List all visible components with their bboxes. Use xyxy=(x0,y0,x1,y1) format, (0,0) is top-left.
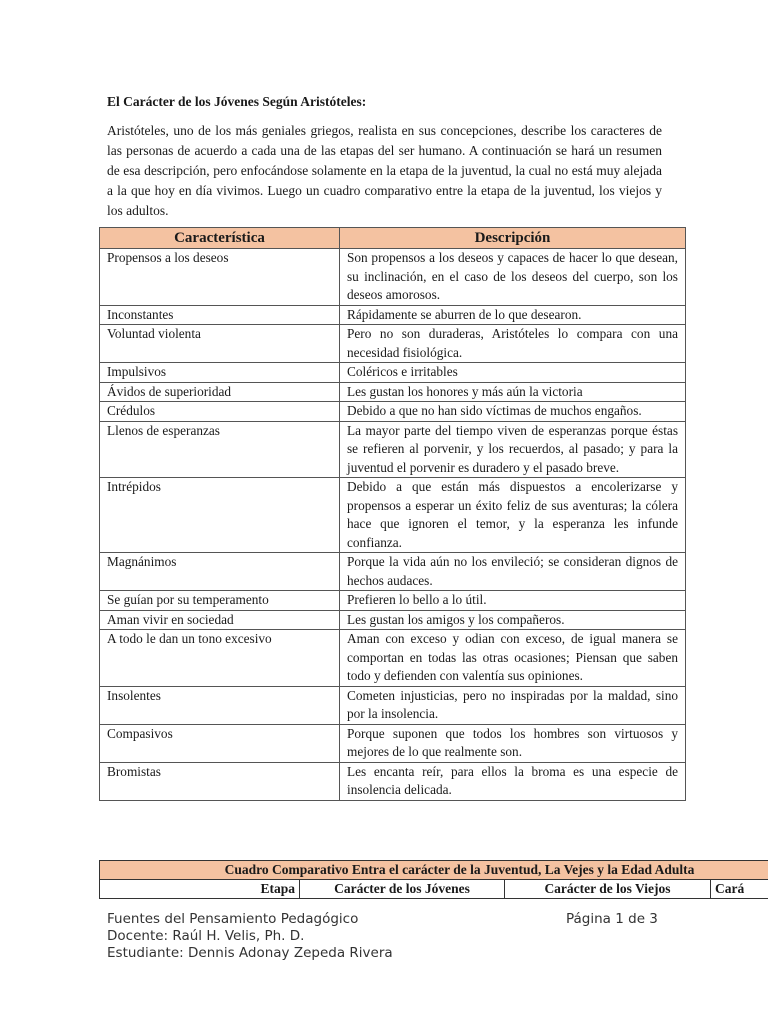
characteristic-cell: Compasivos xyxy=(100,724,340,762)
table-row xyxy=(100,305,686,325)
characteristic-cell: Inconstantes xyxy=(100,305,340,325)
description-cell: Son propensos a los deseos y capaces de hacer lo que desean, su inclinación, en el caso de los deseos del cuerpo, son los deseos amorosos. xyxy=(340,249,686,306)
intro-paragraph: Aristóteles, uno de los más geniales griegos, realista en sus concepciones, describe los caracteres de las personas de acuerdo a cada una de las etapas del ser humano. A continuación se hará un resumen de esa descripción, pero enfocándose solamente en la etapa de la juventud, la cual no está muy alejada a la que hoy en día vivimos. Luego un cuadro comparativo entre la etapa de la juventud, los viejos y los adultos. xyxy=(107,123,662,218)
description-cell: La mayor parte del tiempo viven de esperanzas porque éstas se refieren al porvenir, y los recuerdos, al pasado; y para la juventud el porvenir es duradero y el pasado breve. xyxy=(340,421,686,478)
table-row xyxy=(100,382,686,402)
characteristic-cell: Propensos a los deseos xyxy=(100,249,340,306)
characteristic-cell: Voluntad violenta xyxy=(100,325,340,363)
description-cell: Les encanta reír, para ellos la broma es una especie de insolencia delicada. xyxy=(340,762,686,800)
table-row xyxy=(100,686,686,724)
document-title: El Carácter de los Jóvenes Según Aristóteles: xyxy=(107,94,367,109)
characteristic-cell: Magnánimos xyxy=(100,553,340,591)
footer-teacher: Docente: Raúl H. Velis, Ph. D. xyxy=(107,928,305,944)
characteristics-table xyxy=(99,227,686,801)
description-cell: Prefieren lo bello a lo útil. xyxy=(340,591,686,611)
page-number: Página 1 de 3 xyxy=(566,911,658,927)
description-cell: Pero no son duraderas, Aristóteles lo compara con una necesidad fisiológica. xyxy=(340,325,686,363)
column-etapa: Etapa xyxy=(100,880,300,899)
footer-student: Estudiante: Dennis Adonay Zepeda Rivera xyxy=(107,945,393,961)
table-row xyxy=(100,478,686,553)
table-row xyxy=(100,402,686,422)
characteristic-cell: Aman vivir en sociedad xyxy=(100,610,340,630)
comparison-header-row xyxy=(100,880,768,899)
footer-course: Fuentes del Pensamiento Pedagógico xyxy=(107,911,359,927)
column-adultos: Cará xyxy=(711,880,768,899)
characteristic-cell: Se guían por su temperamento xyxy=(100,591,340,611)
table-row xyxy=(100,553,686,591)
description-cell: Debido a que están más dispuestos a encolerizarse y propensos a esperar un éxito feliz de sus aventuras; la cólera hace que ignoren el temor, y la esperanza les infunde confianza. xyxy=(340,478,686,553)
description-cell: Porque suponen que todos los hombres son virtuosos y mejores de lo que realmente son. xyxy=(340,724,686,762)
characteristic-cell: Llenos de esperanzas xyxy=(100,421,340,478)
characteristic-cell: Insolentes xyxy=(100,686,340,724)
column-viejos: Carácter de los Viejos xyxy=(505,880,711,899)
description-cell: Rápidamente se aburren de lo que desearon. xyxy=(340,305,686,325)
header-descripcion: Descripción xyxy=(340,228,686,249)
page-footer xyxy=(107,911,393,962)
table-row xyxy=(100,421,686,478)
column-jovenes: Carácter de los Jóvenes xyxy=(300,880,505,899)
characteristic-cell: Impulsivos xyxy=(100,363,340,383)
description-cell: Debido a que no han sido víctimas de muchos engaños. xyxy=(340,402,686,422)
characteristic-cell: Ávidos de superioridad xyxy=(100,382,340,402)
description-cell: Cometen injusticias, pero no inspiradas por la maldad, sino por la insolencia. xyxy=(340,686,686,724)
description-cell: Porque la vida aún no los envileció; se consideran dignos de hechos audaces. xyxy=(340,553,686,591)
characteristic-cell: Bromistas xyxy=(100,762,340,800)
table-row xyxy=(100,363,686,383)
comparison-title: Cuadro Comparativo Entra el carácter de la Juventud, La Vejes y la Edad Adulta xyxy=(100,861,768,880)
table-row xyxy=(100,724,686,762)
characteristic-cell: Crédulos xyxy=(100,402,340,422)
characteristic-cell: A todo le dan un tono excesivo xyxy=(100,630,340,687)
description-cell: Les gustan los honores y más aún la victoria xyxy=(340,382,686,402)
characteristic-cell: Intrépidos xyxy=(100,478,340,553)
comparison-title-row xyxy=(100,861,768,880)
description-cell: Les gustan los amigos y los compañeros. xyxy=(340,610,686,630)
header-caracteristica: Característica xyxy=(100,228,340,249)
description-cell: Aman con exceso y odian con exceso, de igual manera se comportan en todas las otras ocasiones; Piensan que saben todo y defienden con valentía sus opiniones. xyxy=(340,630,686,687)
comparison-table xyxy=(99,860,768,899)
table-row xyxy=(100,591,686,611)
table-row xyxy=(100,630,686,687)
description-cell: Coléricos e irritables xyxy=(340,363,686,383)
table-row xyxy=(100,762,686,800)
table-row xyxy=(100,610,686,630)
table-row xyxy=(100,249,686,306)
table-header-row xyxy=(100,228,686,249)
table-row xyxy=(100,325,686,363)
